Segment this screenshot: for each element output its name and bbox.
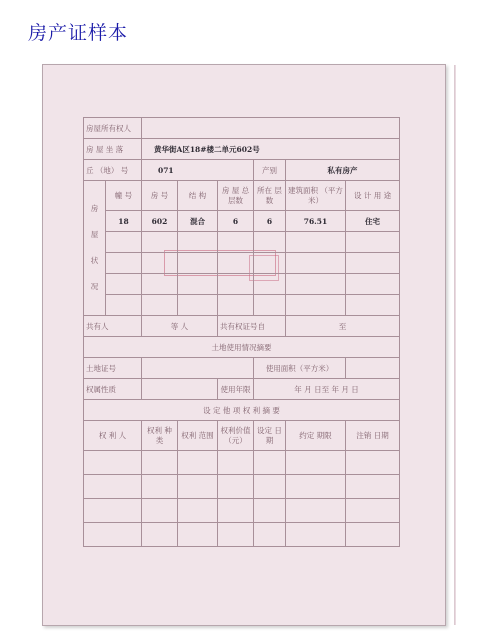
- rights-header-set-date: 设定 日期: [254, 421, 286, 451]
- rights-cell: [178, 523, 218, 547]
- status-header-building: 幢 号: [106, 181, 142, 211]
- status-cell: [254, 253, 286, 274]
- property-type-label: 产别: [254, 160, 286, 181]
- rights-cell: [84, 451, 142, 475]
- rights-header-value: 权利价值 （元）: [218, 421, 254, 451]
- certificate-form: [83, 117, 400, 547]
- rights-row: [84, 451, 400, 475]
- land-cert-row: [84, 358, 400, 379]
- status-cell: [286, 274, 346, 295]
- status-row: [84, 211, 400, 232]
- status-cell: 住宅: [346, 211, 400, 232]
- rights-cell: [142, 475, 178, 499]
- status-header-row: [84, 181, 400, 211]
- rights-cell: [178, 451, 218, 475]
- rights-cell: [286, 523, 346, 547]
- rights-cell: [346, 451, 400, 475]
- rights-row: [84, 475, 400, 499]
- rights-cell: [254, 523, 286, 547]
- rights-cell: [218, 475, 254, 499]
- coowner-to-label: 至: [286, 316, 400, 337]
- rights-header-holder: 权 利 人: [84, 421, 142, 451]
- location-label: 房 屋 坐 落: [84, 139, 142, 160]
- status-cell: 76.51: [286, 211, 346, 232]
- rights-cell: [254, 451, 286, 475]
- status-cell: [178, 232, 218, 253]
- coowner-count-label: 等 人: [142, 316, 218, 337]
- rights-cell: [218, 523, 254, 547]
- land-cert-label: 土地证号: [84, 358, 142, 379]
- status-cell: [142, 295, 178, 316]
- status-cell: [142, 274, 178, 295]
- rights-cell: [286, 451, 346, 475]
- right-nature-row: [84, 379, 400, 400]
- rights-header-cancel-date: 注销 日期: [346, 421, 400, 451]
- status-cell: [218, 253, 254, 274]
- rights-cell: [346, 523, 400, 547]
- rights-cell: [254, 499, 286, 523]
- rights-cell: [346, 499, 400, 523]
- use-term-value: 年 月 日至 年 月 日: [254, 379, 400, 400]
- location-value: 黄华街A区18#楼二单元602号: [142, 139, 400, 160]
- status-cell: [346, 232, 400, 253]
- rights-cell: [142, 499, 178, 523]
- right-nature-label: 权属性质: [84, 379, 142, 400]
- rights-cell: [346, 475, 400, 499]
- status-cell: 602: [142, 211, 178, 232]
- status-row: [84, 295, 400, 316]
- status-cell: [254, 232, 286, 253]
- use-area-label: 使用面积（平方米）: [254, 358, 346, 379]
- status-cell: [142, 253, 178, 274]
- plot-label: 丘 （地） 号: [84, 160, 142, 181]
- status-cell: [142, 232, 178, 253]
- rights-cell: [84, 475, 142, 499]
- status-cell: [346, 295, 400, 316]
- status-row: [84, 253, 400, 274]
- rights-cell: [178, 475, 218, 499]
- status-cell: [106, 295, 142, 316]
- rights-title-row: [84, 400, 400, 421]
- status-cell: [178, 295, 218, 316]
- rights-cell: [286, 499, 346, 523]
- use-area-value: [346, 358, 400, 379]
- rights-header-scope: 权利 范围: [178, 421, 218, 451]
- plot-row: [84, 160, 400, 181]
- status-cell: 6: [218, 211, 254, 232]
- status-header-area: 建筑面积 （平方米）: [286, 181, 346, 211]
- status-cell: 混合: [178, 211, 218, 232]
- status-cell: [286, 232, 346, 253]
- rights-cell: [142, 523, 178, 547]
- status-cell: [178, 253, 218, 274]
- status-cell: [286, 253, 346, 274]
- rights-cell: [286, 475, 346, 499]
- status-cell: [254, 295, 286, 316]
- status-cell: [106, 253, 142, 274]
- status-cell: [254, 274, 286, 295]
- status-cell: 6: [254, 211, 286, 232]
- coowner-row: [84, 316, 400, 337]
- owner-label: 房屋所有权人: [84, 118, 142, 139]
- status-cell: 18: [106, 211, 142, 232]
- status-cell: [218, 295, 254, 316]
- rights-row: [84, 523, 400, 547]
- status-header-use: 设 计 用 途: [346, 181, 400, 211]
- status-cell: [346, 274, 400, 295]
- location-row: [84, 139, 400, 160]
- land-title: 土地使用情况摘要: [84, 337, 400, 358]
- coowner-label: 共有人: [84, 316, 142, 337]
- status-row: [84, 274, 400, 295]
- rights-cell: [254, 475, 286, 499]
- status-cell: [178, 274, 218, 295]
- use-term-label: 使用年限: [218, 379, 254, 400]
- property-type-value: 私有房产: [286, 160, 400, 181]
- rights-cell: [178, 499, 218, 523]
- rights-cell: [84, 499, 142, 523]
- status-cell: [286, 295, 346, 316]
- status-cell: [106, 232, 142, 253]
- status-header-floor: 所在 层数: [254, 181, 286, 211]
- rights-cell: [218, 451, 254, 475]
- rights-header-term: 约定 期限: [286, 421, 346, 451]
- status-header-structure: 结 构: [178, 181, 218, 211]
- rights-header-type: 权利 种类: [142, 421, 178, 451]
- rights-cell: [84, 523, 142, 547]
- owner-value: [142, 118, 400, 139]
- owner-row: [84, 118, 400, 139]
- status-cell: [218, 274, 254, 295]
- status-cell: [106, 274, 142, 295]
- status-cell: [218, 232, 254, 253]
- status-section-label: [84, 181, 106, 316]
- right-nature-value: [142, 379, 218, 400]
- rights-row: [84, 499, 400, 523]
- certificate-scan: [42, 64, 446, 626]
- status-header-total-floors: 房 屋 总层数: [218, 181, 254, 211]
- status-row: [84, 232, 400, 253]
- coowner-cert-label: 共有权证号自: [218, 316, 286, 337]
- page-title: 房产证样本: [28, 22, 129, 44]
- status-header-room: 房 号: [142, 181, 178, 211]
- rights-cell: [142, 451, 178, 475]
- status-section-text: 房屋状况: [90, 204, 99, 291]
- page-fold: [454, 65, 456, 625]
- rights-header-row: [84, 421, 400, 451]
- land-title-row: [84, 337, 400, 358]
- plot-value: 071: [142, 160, 254, 181]
- rights-title: 设 定 他 项 权 利 摘 要: [84, 400, 400, 421]
- status-cell: [346, 253, 400, 274]
- land-cert-value: [142, 358, 254, 379]
- rights-cell: [218, 499, 254, 523]
